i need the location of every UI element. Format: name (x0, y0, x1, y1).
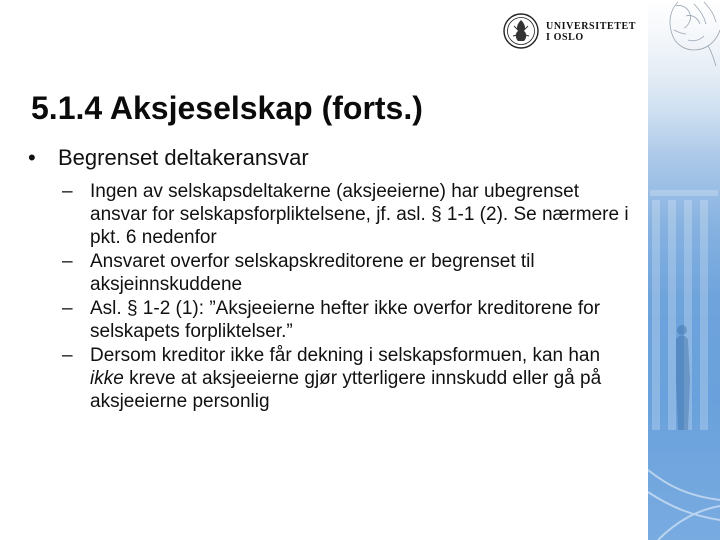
sub-bullet-text: Ansvaret overfor selskapskreditorene er begrenset til aksjeinnskuddene (90, 251, 535, 295)
sub-bullet-item (62, 180, 636, 249)
sub-bullet-item (62, 344, 636, 413)
sub-bullet-item (62, 250, 636, 296)
sub-bullet-text-before: Dersom kreditor ikke får dekning i selskapsformuen, kan han (90, 345, 601, 366)
slide-content (28, 144, 638, 413)
dash-marker: – (62, 251, 73, 272)
sub-bullet-text (90, 345, 601, 412)
university-logo (502, 12, 637, 52)
sub-bullet-list (28, 180, 638, 413)
sub-bullet-text: Asl. § 1-2 (1): ”Aksjeeierne hefter ikke overfor kreditorene for selskapets forpliktelser.” (90, 298, 601, 342)
slide-title: 5.1.4 Aksjeselskap (forts.) (31, 90, 423, 126)
logo-line-2: I OSLO (546, 32, 584, 43)
main-bullet-text: Begrenset deltakeransvar (58, 145, 309, 170)
sub-bullet-text-after: kreve at aksjeeierne gjør ytterligere innskudd eller gå på aksjeeierne personlig (90, 368, 602, 412)
sub-bullet-item (62, 297, 636, 343)
dash-marker: – (62, 345, 73, 366)
decorative-side-panel (648, 0, 720, 540)
bullet-marker: • (28, 145, 36, 170)
logo-line-1: UNIVERSITETET (546, 21, 637, 32)
sub-bullet-text: Ingen av selskapsdeltakerne (aksjeeierne) har ubegrenset ansvar for selskapsforpliktelsene, jf. asl. § 1-1 (2). Se nærmere i pkt. 6 nedenfor (90, 181, 629, 248)
main-bullet (28, 144, 638, 172)
statue-image (648, 0, 720, 540)
emphasized-word: ikke (90, 368, 124, 389)
dash-marker: – (62, 298, 73, 319)
logo-wordmark (546, 21, 636, 43)
dash-marker: – (62, 181, 73, 202)
university-seal-icon (502, 12, 540, 50)
